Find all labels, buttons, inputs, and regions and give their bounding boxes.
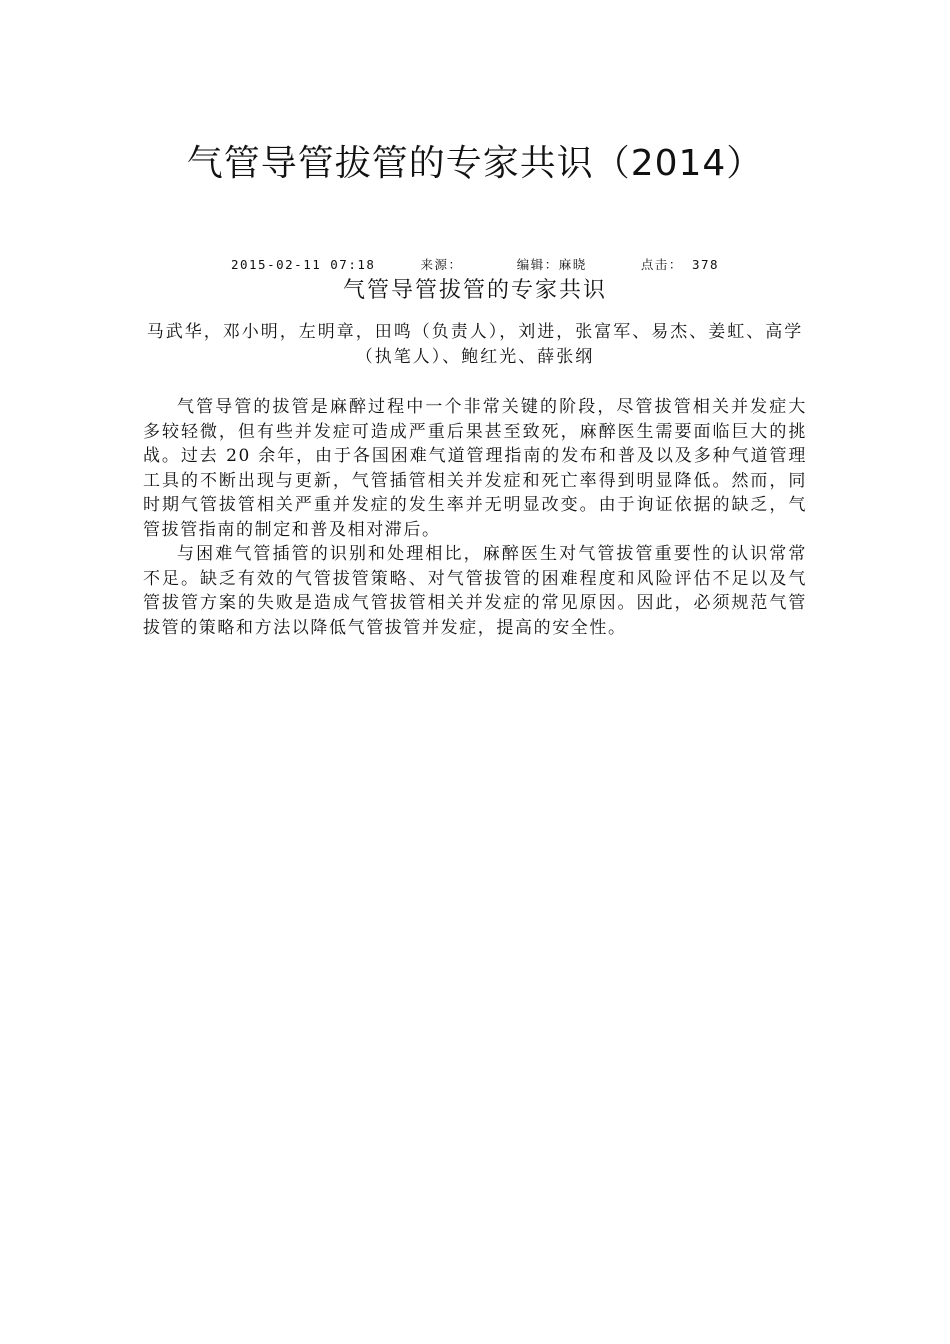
article-subtitle: 气管导管拔管的专家共识 bbox=[342, 278, 607, 303]
body-paragraph: 气管导管的拔管是麻醉过程中一个非常关键的阶段，尽管拔管相关并发症大多较轻微，但有些并发症可造成严重后果甚至致死，麻醉医生需要面临巨大的挑战。过去 20 余年，由于各国困难气道管理指南的发布和普及以及多种气道管理工具的不断出现与更新，气管插管相关并发症和死亡率得到明显降低。然而，同时期气管拔管相关严重并发症的发生率并无明显改变。由于询证依据的缺乏，气管拔管指南的制定和普及相对滞后。 bbox=[143, 397, 807, 540]
article-meta bbox=[0, 256, 950, 274]
author-list: 马武华，邓小明，左明章，田鸣（负责人），刘进，张富军、易杰、姜虹、高学（执笔人）、鲍红光、薛张纲 bbox=[146, 322, 804, 367]
body-paragraph: 与困难气管插管的识别和处理相比，麻醉医生对气管拔管重要性的认识常常不足。缺乏有效的气管拔管策略、对气管拔管的困难程度和风险评估不足以及气管拔管方案的失败是造成气管拔管相关并发症的常见原因。因此，必须规范气管拔管的策略和方法以降低气管拔管并发症，提高的安全性。 bbox=[143, 544, 807, 638]
article-body bbox=[143, 395, 807, 640]
clicks-count: 378 bbox=[691, 257, 720, 272]
document-title: 气管导管拔管的专家共识（2014） bbox=[186, 143, 764, 184]
publish-datetime: 2015-02-11 07:18 bbox=[230, 257, 376, 272]
clicks-label: 点击： bbox=[640, 257, 683, 272]
source-label: 来源： bbox=[420, 257, 463, 272]
editor-label: 编辑：麻晓 bbox=[516, 257, 587, 272]
